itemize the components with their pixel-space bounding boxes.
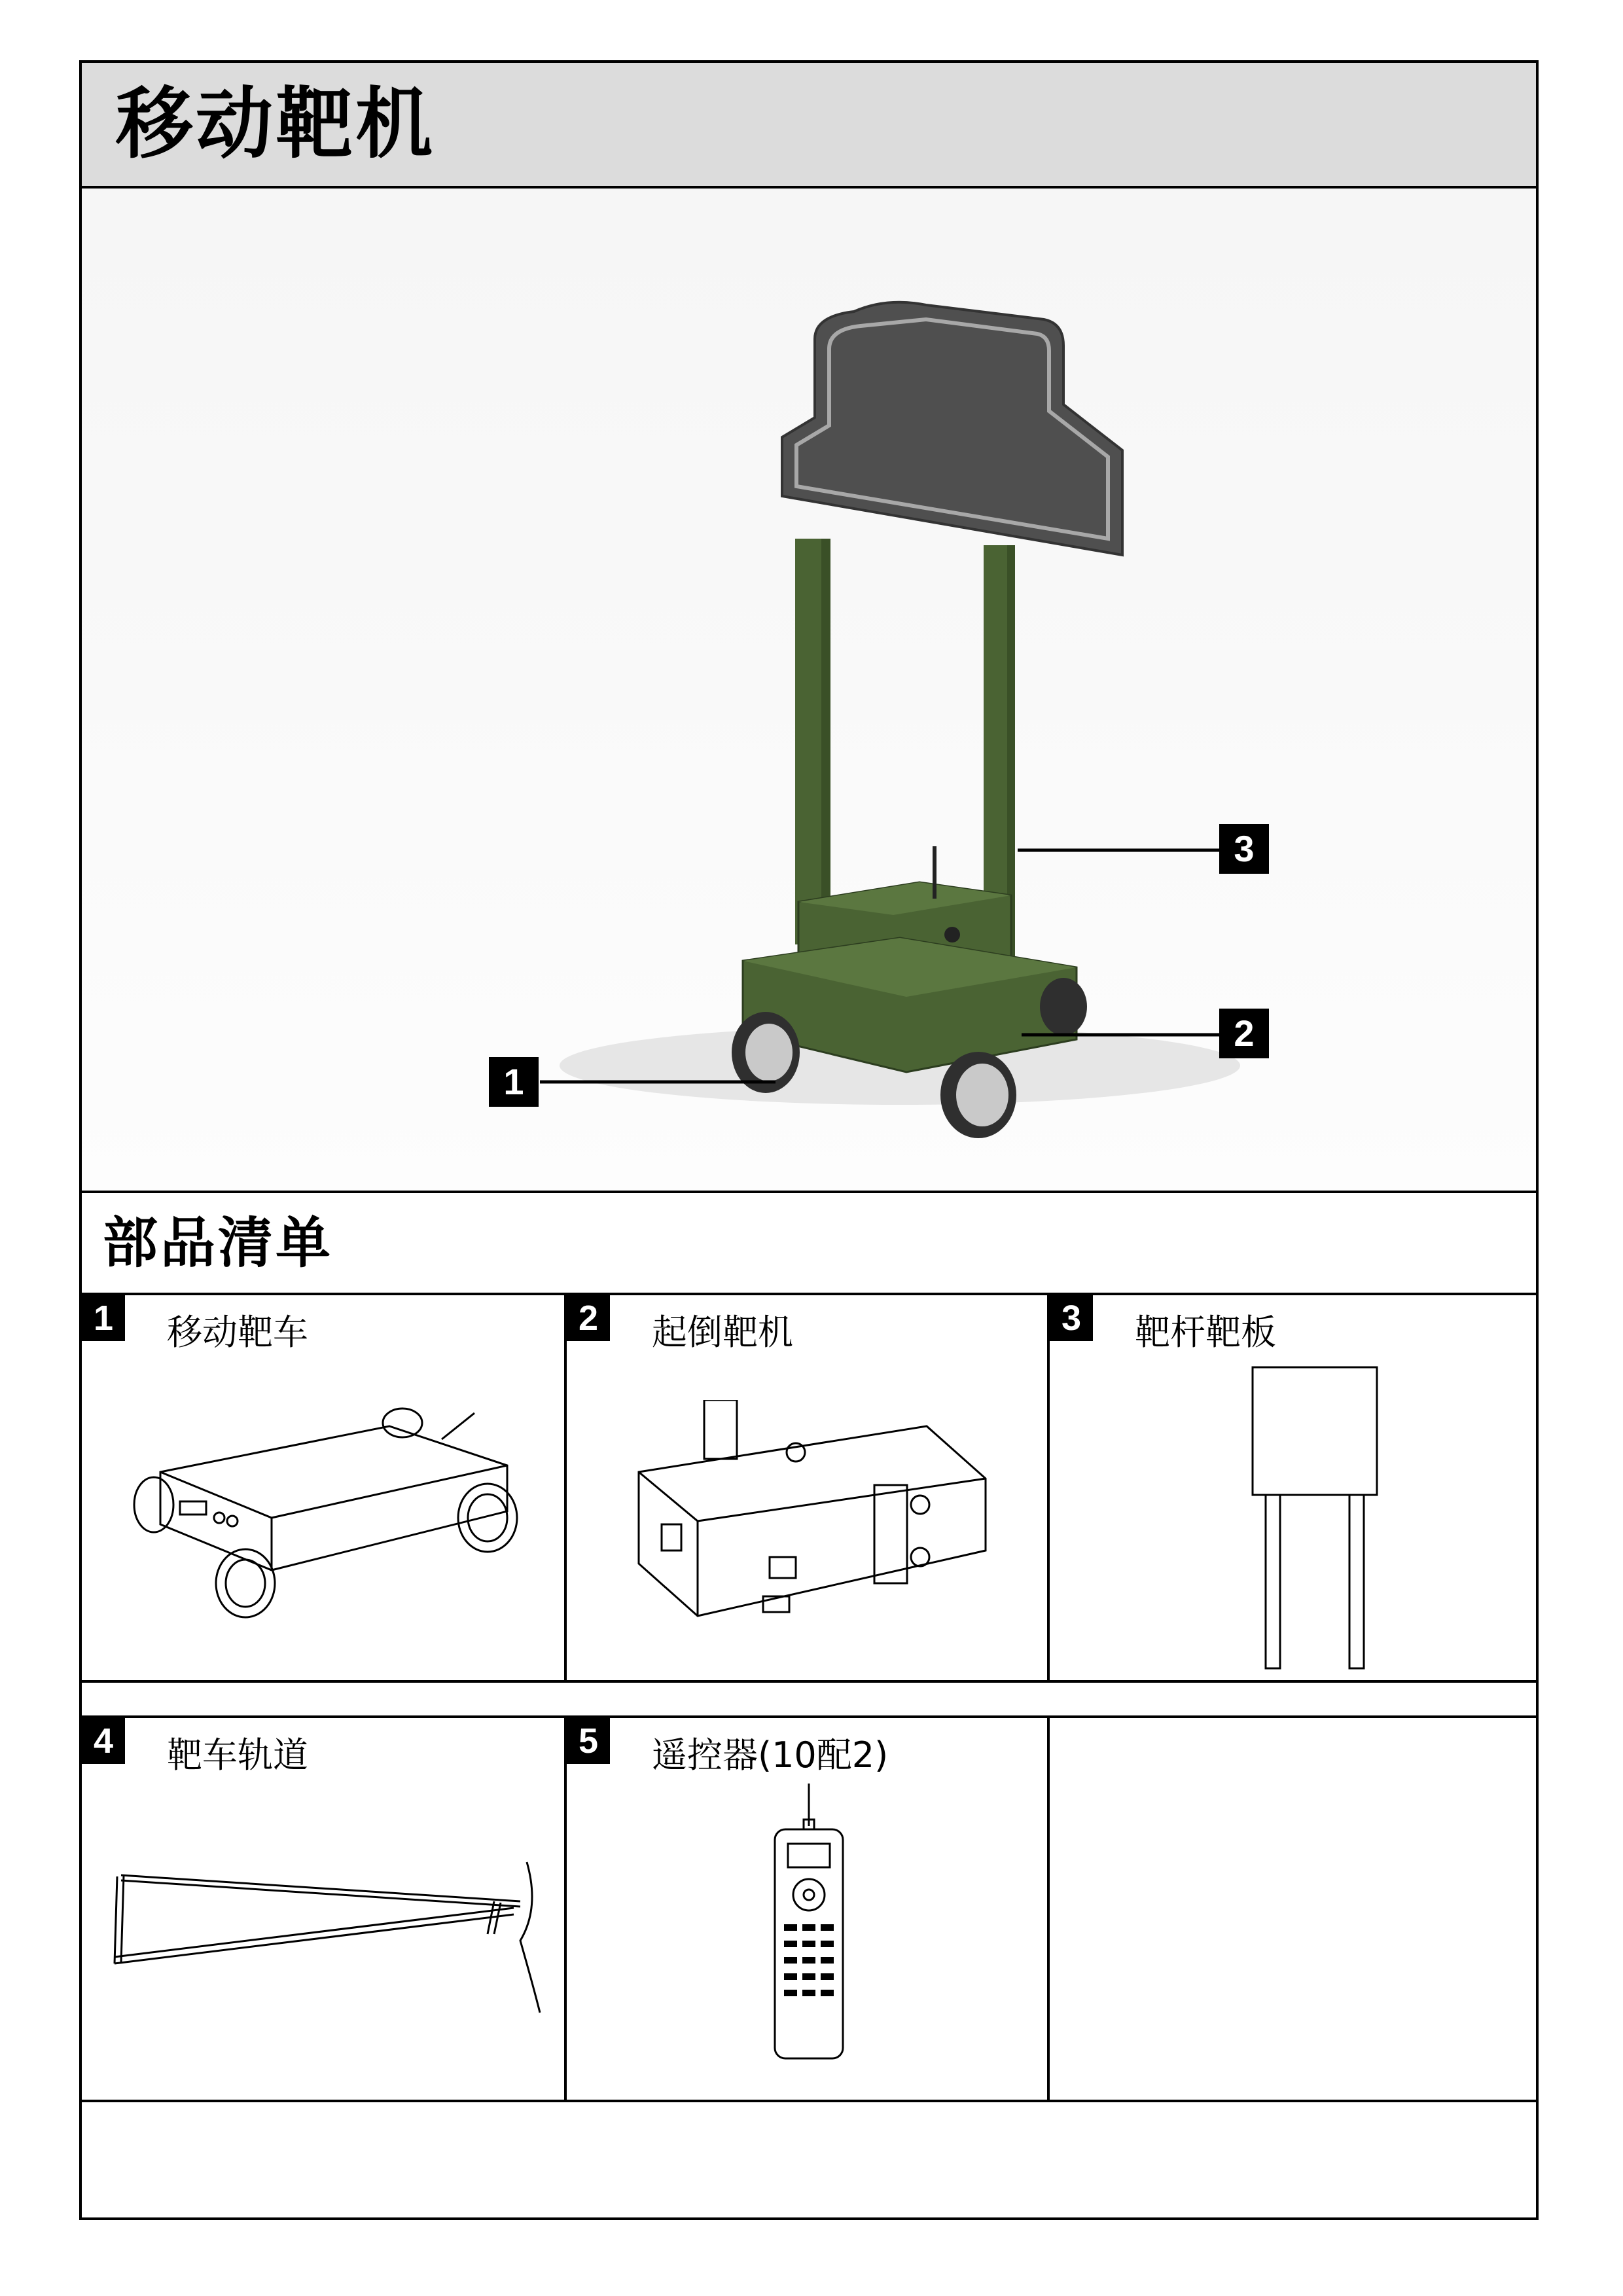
parts-list-heading: 部品清单 [103,1211,334,1275]
empty-cell [1050,1718,1536,2100]
part-number: 4 [82,1718,125,1764]
knob [944,927,960,942]
target-machine-render [82,188,1536,1191]
hubcap-front-left [745,1024,793,1081]
left-pole-shade [821,539,830,944]
hero-image [82,188,1536,1193]
part-name: 遥控器(10配2) [652,1734,889,1776]
part-item [82,1718,564,2100]
part-item [1050,1295,1536,1680]
target-pole-board-drawing [1246,1361,1390,1675]
wheel-rear-right [1040,978,1087,1035]
callout-2: 2 [1219,1009,1269,1058]
part-name: 靶杆靶板 [1135,1312,1276,1353]
parts-list-header [82,1193,1536,1295]
part-name: 移动靶车 [167,1312,308,1353]
title-bar [82,63,1536,188]
part-number: 1 [82,1295,125,1341]
part-number: 3 [1050,1295,1093,1341]
grid-divider [82,2100,1536,2102]
part-item [567,1718,1047,2100]
callout-1: 1 [489,1057,539,1107]
part-number: 2 [567,1295,610,1341]
part-name: 起倒靶机 [652,1312,793,1353]
lifting-target-machine-drawing [619,1400,999,1636]
antenna [933,846,936,899]
part-item [82,1295,564,1680]
part-number: 5 [567,1718,610,1764]
remote-control-drawing [763,1784,855,2072]
callout-3: 3 [1219,824,1269,874]
part-item [567,1295,1047,1680]
page-title: 移动靶机 [116,79,436,169]
grid-divider [82,1680,1536,1683]
part-name: 靶车轨道 [167,1734,308,1776]
target-vehicle-drawing [115,1387,546,1636]
left-pole [795,539,821,944]
hubcap-front-right [956,1064,1008,1126]
track-rail-drawing [108,1842,553,2039]
document-sheet [79,60,1539,2220]
